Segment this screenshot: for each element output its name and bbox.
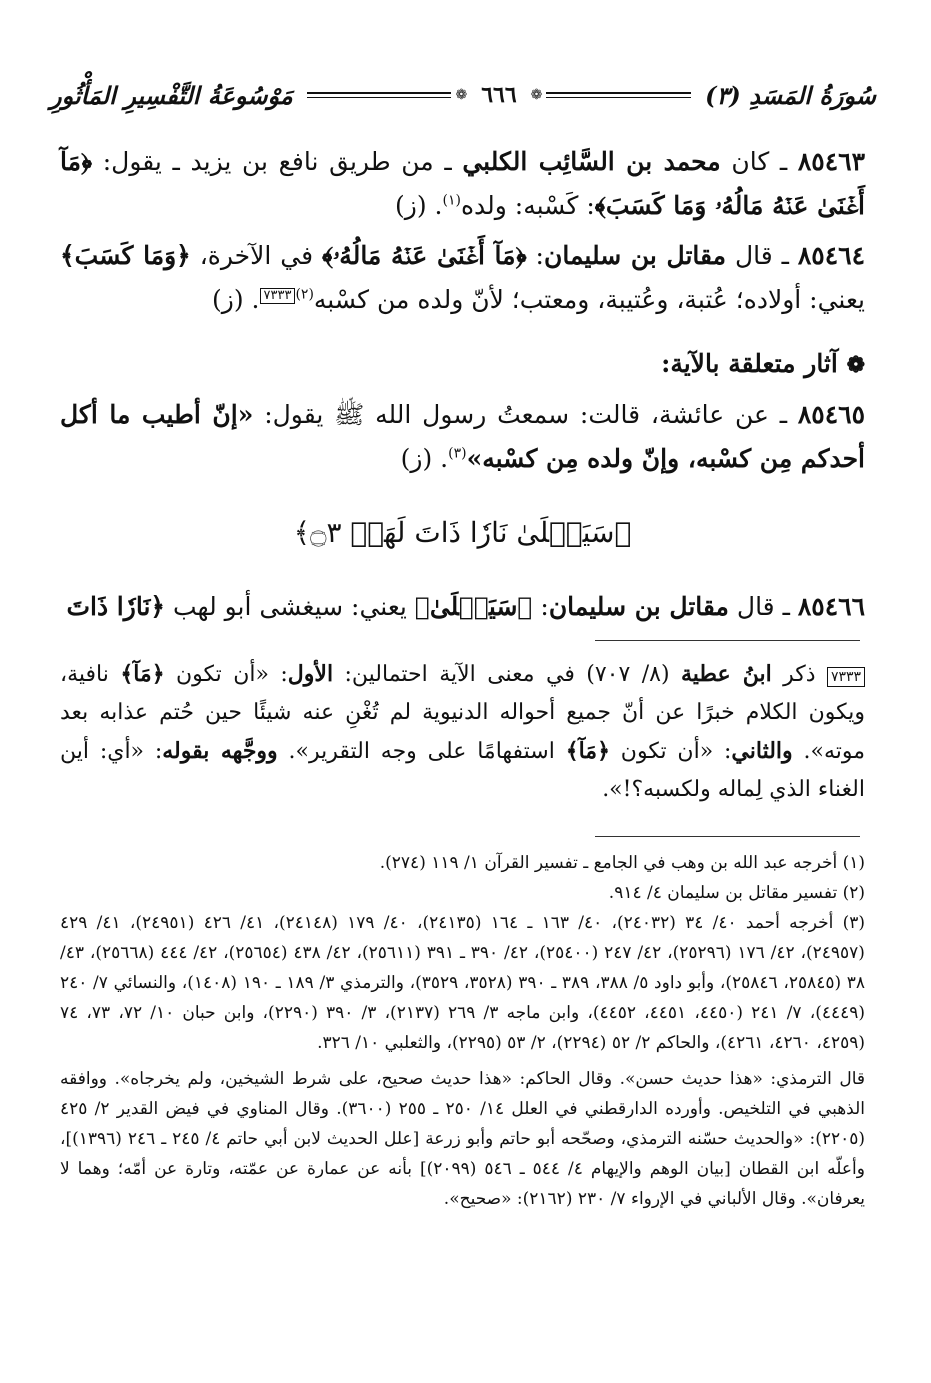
first-opinion-label: الأول bbox=[287, 661, 334, 687]
footnote-separator-rule bbox=[595, 836, 860, 837]
commentary-text: : «أن تكون bbox=[609, 739, 732, 764]
quran-quote: ﴿مَآ﴾ bbox=[120, 661, 165, 687]
entry-end: . (ز) bbox=[212, 285, 260, 314]
separator-rule bbox=[595, 640, 860, 641]
footnote-3: (٣) أخرجه أحمد ٤٠/ ٣٤ (٢٤٠٣٢)، ٤٠/ ١٦٣ ـ ١٦٤ (٢٤١٣٥)، ٤٠/ ١٧٩ (٢٤١٤٨)، ٤١/ ٤٢٦ (٢٤٩٥١)، ٤١/ ٤٢٩ (٢٤٩٥٧)، ٤٢/ ١٧٦ (٢٥٢٩٦)، ٤٢/ ٢٤٧ (٢٥٤٠٠)، ٤٢/ ٣٩٠ ـ ٣٩١ (٢٥٦١١)، ٤٢/ ٤٣٨ (٢٥٦٥٤)، ٤٢/ ٤٤٤ (٢٥٦٦٨)، ٤٣/ ٣٨ (٢٥٨٤٥، ٢٥٨٤٦)، وأبو داود ٥/ ٣٨٨، ٣٨٩ ـ ٣٩٠ (٣٥٢٨، ٣٥٢٩)، والترمذي ٣/ ١٨٩ ـ ١٩٠ (١٤٠٨)، والنسائي ٧/ ٢٤٠ (٤٤٤٩)، ٧/ ٢٤١ (٤٤٥٠، ٤٤٥١، ٤٤٥٢)، وابن ماجه ٣/ ٢٦٩ (٢١٣٧)، ٣/ ٣٩٠ (٢٢٩٠)، وابن حبان ١٠/ ٧٢، ٧٣، ٧٤ (٤٢٥٩، ٤٢٦٠، ٤٢٦١)، والحاكم ٢/ ٥٢ (٢٢٩٤)، ٢/ ٥٣ (٢٢٩٥)، والثعلبي ١٠/ ٣٢٦. bbox=[60, 913, 866, 1053]
entry-number: ٨٥٤٦٤ bbox=[797, 241, 865, 270]
footnote-marker: (٣) bbox=[448, 445, 467, 462]
footnote-1: (١) أخرجه عبد الله بن وهب في الجامع ـ تفسير القرآن ١/ ١١٩ (٢٧٤). bbox=[379, 853, 865, 873]
section-heading bbox=[60, 342, 865, 387]
commentary-text: نافية، ويكون الكلام خبرًا عن أنّ جميع أحواله الدنيوية لم تُغْنِ عنه شيئًا حين حُتم عذابه بعد موته». bbox=[60, 662, 866, 764]
book-title: مَوْسُوعَةُ التَّفْسِيرِ المَأْثُورِ bbox=[50, 80, 293, 110]
surah-title: سُورَةُ المَسَدِ (٣) bbox=[705, 80, 876, 110]
commentary-text: (٨/ ٧٠٧) في معنى الآية احتمالين: bbox=[333, 662, 681, 687]
footnote-grading-note: قال الترمذي: «هذا حديث حسن». وقال الحاكم: «هذا حديث صحيح، على شرط الشيخين، ولم يخرجاه». ووافقه الذهبي في التلخيص. وأورده الدارقطني في العلل ١٤/ ٢٥٠ ـ ٢٥٥ (٣٦٠٠). وقال المناوي في فيض القدير ٢/ ٤٢٥ (٢٢٠٥): «والحديث حسّنه الترمذي، وصحّحه أبو حاتم وأبو زرعة [علل الحديث لابن أبي حاتم ٤/ ٢٤٥ ـ ٢٤٦ (١٣٩٦)]، وأعلّه ابن القطان [بيان الوهم والإيهام ٤/ ٥٤٤ ـ ٥٤٦ (٢٠٩٩)] بأنه عن عمارة عن عمّته، وتارة عن أمّه؛ وهما لا يعرفان». وقال الألباني في الإرواء ٧/ ٢٣٠ (٢١٦٢): «صحيح». bbox=[60, 1069, 865, 1209]
commentary-reference-box: ٧٣٣٣ bbox=[827, 667, 865, 687]
header-rule-right bbox=[546, 92, 691, 98]
entry-text: يعني: سيغشى أبو لهب bbox=[165, 592, 415, 621]
commentary-text: استفهامًا على وجه التقرير». bbox=[277, 739, 566, 764]
ornament-icon: ❁ bbox=[530, 87, 543, 103]
narrator-name: مقاتل بن سليمان bbox=[548, 592, 729, 621]
quran-quote: ﴿نَارٗا ذَاتَ bbox=[66, 592, 166, 621]
entry-85466 bbox=[60, 585, 865, 629]
entry-text: ـ عن عائشة، قالت: سمعتُ رسول الله ﷺ يقول: bbox=[253, 400, 798, 429]
entry-end: . (ز) bbox=[395, 191, 443, 220]
entry-85465 bbox=[60, 393, 865, 481]
commentary-reference-box: ٧٣٣٣ bbox=[260, 288, 296, 304]
narrator-name: مقاتل بن سليمان bbox=[543, 241, 727, 270]
entry-text: في الآخرة، bbox=[190, 241, 322, 270]
entry-text: ـ قال bbox=[726, 241, 798, 270]
footnote-marker: (١) bbox=[442, 192, 461, 209]
header-rule-group bbox=[307, 82, 691, 108]
entry-number: ٨٥٤٦٣ bbox=[797, 147, 865, 176]
quran-quote: ﴿مَآ﴾ bbox=[565, 738, 610, 764]
entry-number: ٨٥٤٦٦ bbox=[797, 592, 865, 621]
commentary-paragraph bbox=[60, 655, 865, 809]
page-number: ٦٦٦ bbox=[481, 82, 517, 108]
entry-text: ـ من طريق نافع بن يزيد ـ يقول: bbox=[92, 147, 463, 176]
ornament-icon: ❁ bbox=[455, 87, 468, 103]
entry-text: : كَسْبه: ولده bbox=[460, 191, 595, 220]
page-header bbox=[50, 70, 876, 120]
main-text bbox=[60, 140, 865, 629]
verse-heading: ﴿سَيَصۡلَىٰ نَارٗا ذَاتَ لَهَبٖ ۝٣﴾ bbox=[293, 516, 632, 549]
entry-text: يعني: أولاده؛ عُتبة، وعُتيبة، ومعتب؛ لأنّ ولده من كسْبه bbox=[313, 285, 865, 314]
entry-text: : bbox=[532, 592, 549, 621]
entry-number: ٨٥٤٦٥ bbox=[797, 400, 866, 429]
entry-text: : bbox=[526, 241, 544, 270]
commentary-text-bold: ووجَّهه بقوله bbox=[162, 738, 278, 764]
entry-85464 bbox=[60, 234, 865, 322]
commentary-block bbox=[60, 655, 865, 809]
section-title: آثار متعلقة بالآية: bbox=[661, 349, 838, 378]
quran-quote: ﴿مَآ أَغۡنَىٰ عَنۡهُ مَالُهُۥ﴾ bbox=[321, 241, 527, 270]
quran-quote: ﴿مَآ أَغۡنَىٰ عَنۡهُ مَالُهُۥ وَمَا كَسَبَ﴾ bbox=[60, 147, 865, 220]
commentary-text: : «أن تكون bbox=[164, 662, 288, 687]
footnote-marker: (٢) bbox=[295, 286, 314, 303]
quran-quote: ﴿سَيَصۡلَىٰ﴾ bbox=[414, 592, 533, 621]
commentary-text: : «أي: أين الغناء الذي لِماله ولكسبه؟!». bbox=[60, 739, 865, 802]
flower-ornament-icon: ❁ bbox=[846, 352, 865, 378]
second-opinion-label: والثاني bbox=[731, 738, 793, 764]
quran-quote: ﴿وَمَا كَسَبَ﴾ bbox=[60, 241, 191, 270]
entry-text: ـ قال bbox=[728, 592, 798, 621]
footnote-2: (٢) تفسير مقاتل بن سليمان ٤/ ٩١٤. bbox=[608, 883, 865, 903]
entry-end: . (ز) bbox=[400, 444, 449, 473]
footnotes bbox=[60, 848, 865, 1214]
entry-text: ـ كان bbox=[720, 147, 798, 176]
commentary-author: ابنُ عطية bbox=[681, 661, 772, 687]
narrator-name: محمد بن السَّائِب الكلبي bbox=[462, 147, 721, 176]
commentary-text: ذكر bbox=[771, 662, 827, 687]
hadith-quote: «إنّ أطيب ما أكل أحدكم مِن كسْبه، وإنّ ولده مِن كسْبه» bbox=[60, 400, 865, 473]
entry-85463 bbox=[60, 140, 865, 228]
header-rule-left bbox=[307, 92, 452, 98]
